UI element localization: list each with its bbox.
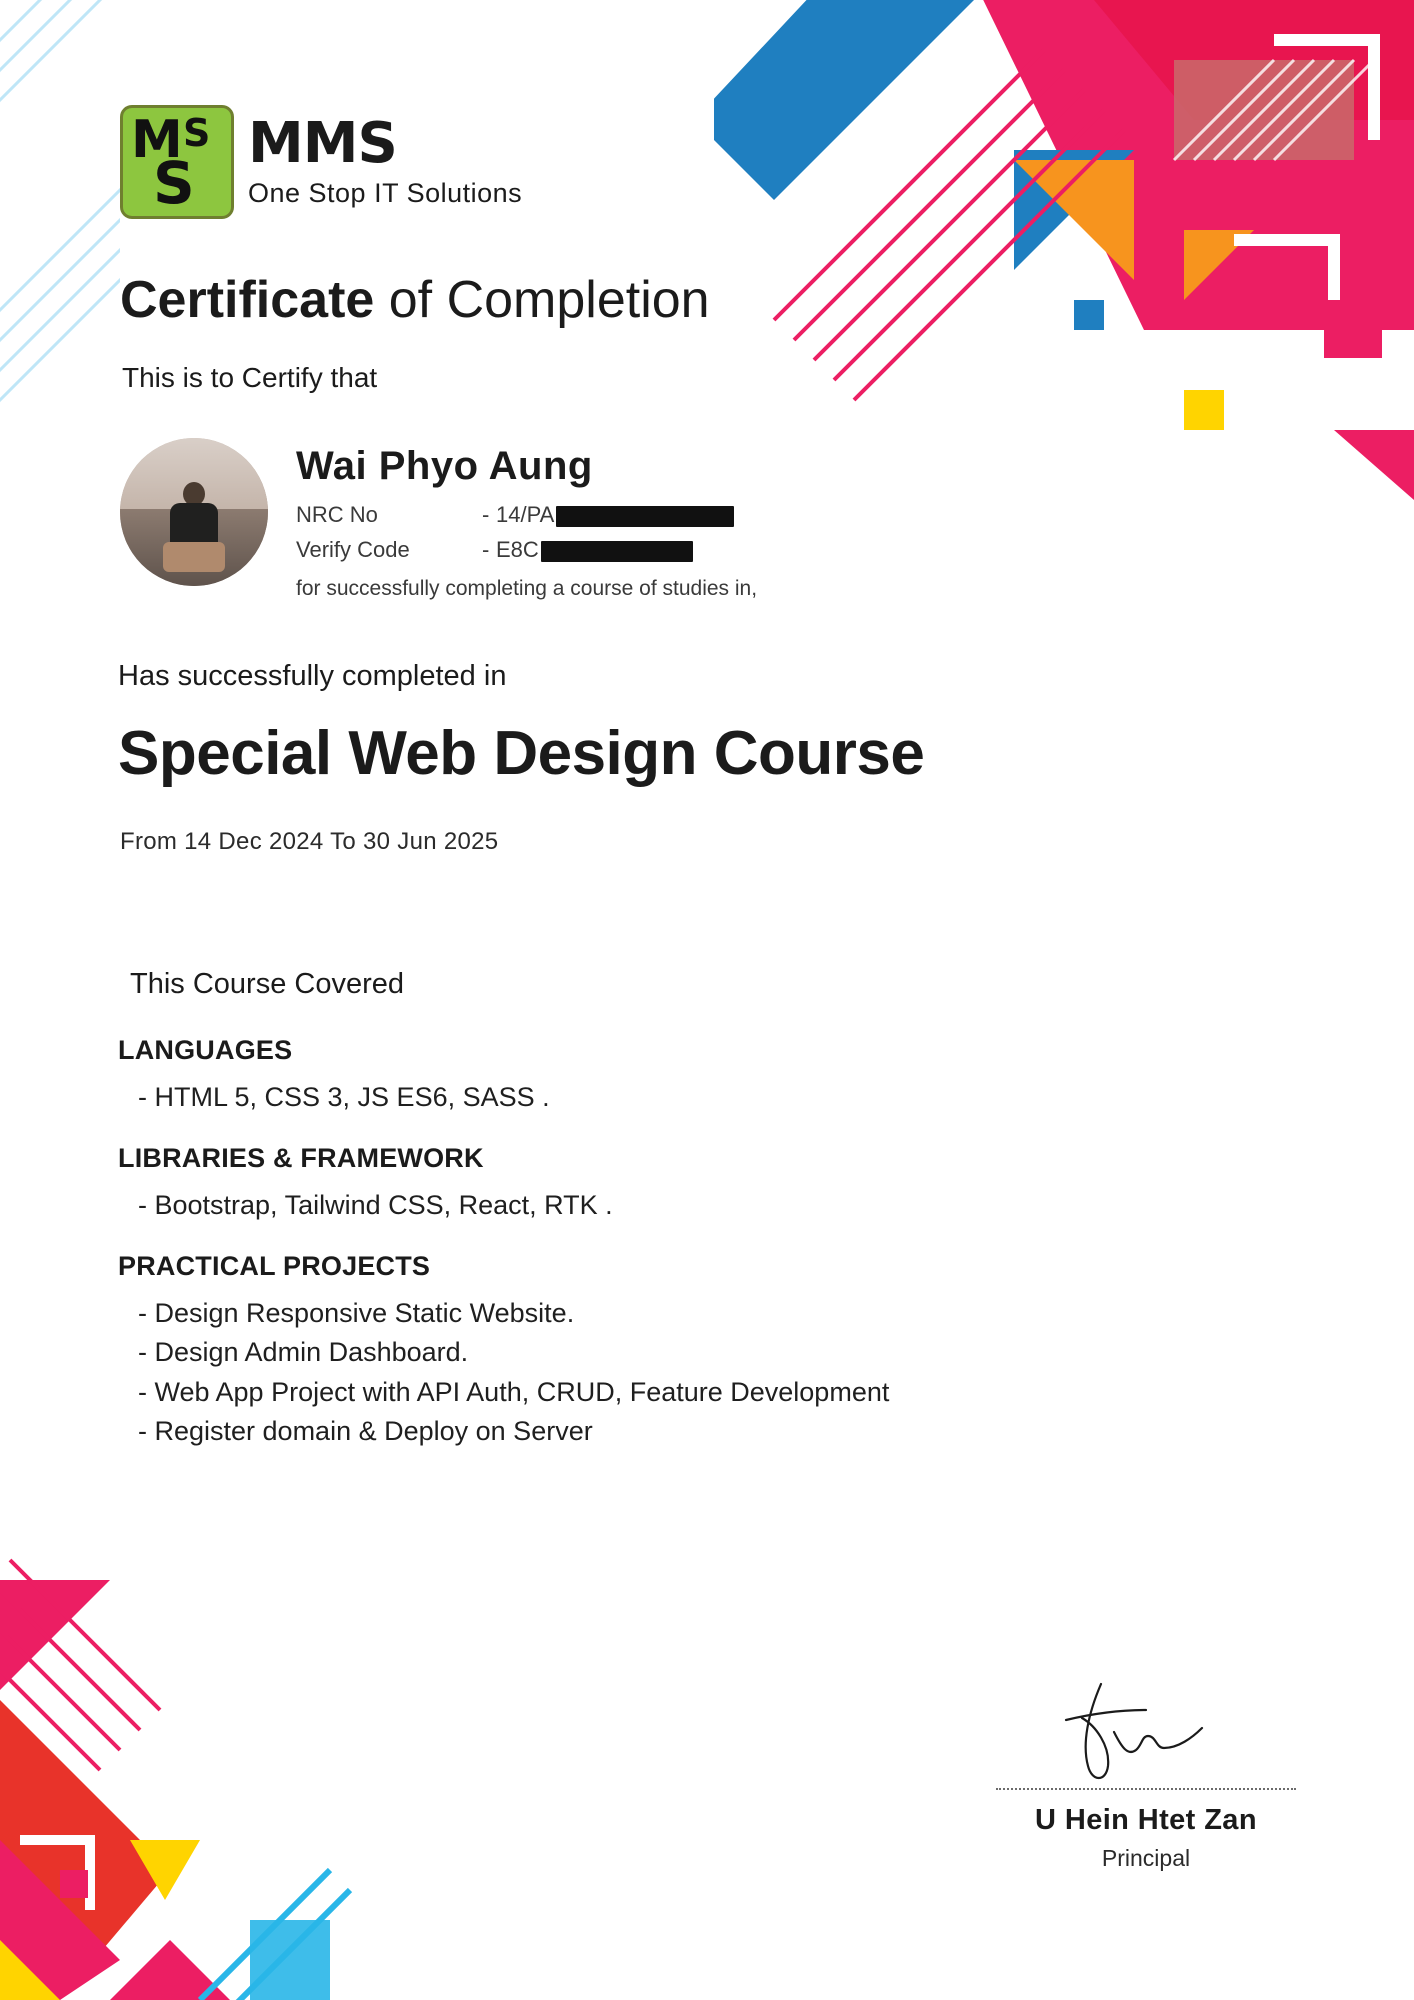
signature-block bbox=[996, 1674, 1296, 1872]
recipient-name: Wai Phyo Aung bbox=[296, 444, 593, 488]
brand-logo bbox=[120, 105, 522, 219]
page-title bbox=[120, 272, 710, 329]
section-title: LANGUAGES bbox=[118, 1035, 293, 1065]
nrc-redaction bbox=[556, 506, 734, 527]
recipient-block bbox=[120, 438, 757, 601]
section-item: - Design Responsive Static Website. bbox=[138, 1298, 575, 1329]
decoration-bottom-left bbox=[0, 1540, 470, 2000]
signatory-role: Principal bbox=[1101, 1845, 1191, 1871]
verify-code-label: Verify Code bbox=[296, 537, 410, 563]
section-libraries-framework bbox=[118, 1143, 1218, 1225]
section-item: - Bootstrap, Tailwind CSS, React, RTK . bbox=[138, 1190, 613, 1221]
section-title: LIBRARIES & FRAMEWORK bbox=[118, 1143, 484, 1174]
signature-line bbox=[996, 1788, 1296, 1790]
section-item: - Register domain & Deploy on Server bbox=[138, 1415, 593, 1446]
section-title: PRACTICAL PROJECTS bbox=[118, 1251, 431, 1282]
section-item: - HTML 5, CSS 3, JS ES6, SASS . bbox=[138, 1082, 550, 1112]
logo-letter-s-top: S bbox=[183, 111, 211, 155]
brand-name: MMS bbox=[248, 110, 397, 176]
covered-sections bbox=[118, 1035, 1218, 1477]
page-title-bold: Certificate bbox=[120, 271, 375, 329]
section-languages bbox=[118, 1035, 1218, 1117]
recipient-note: for successfully completing a course of studies in, bbox=[296, 577, 758, 601]
recipient-field-nrc bbox=[296, 497, 757, 532]
decoration-top-left bbox=[0, 0, 120, 430]
brand-tagline: One Stop IT Solutions bbox=[248, 177, 523, 208]
course-dates: From 14 Dec 2024 To 30 Jun 2025 bbox=[120, 828, 499, 855]
completed-label: Has successfully completed in bbox=[118, 660, 507, 692]
logo-letter-m: M bbox=[131, 110, 183, 170]
nrc-dash: - bbox=[482, 502, 490, 527]
section-practical-projects bbox=[118, 1251, 1218, 1451]
signature-icon bbox=[996, 1674, 1296, 1794]
section-item: - Design Admin Dashboard. bbox=[138, 1337, 469, 1368]
section-item: - Web App Project with API Auth, CRUD, Feature Development bbox=[138, 1376, 890, 1407]
page-title-light: of Completion bbox=[374, 271, 710, 329]
course-name: Special Web Design Course bbox=[118, 719, 925, 788]
logo-letter-s-bottom: S bbox=[153, 149, 195, 217]
nrc-value: 14/PA bbox=[496, 497, 734, 532]
certify-subtitle: This is to Certify that bbox=[122, 362, 378, 393]
avatar bbox=[120, 438, 268, 586]
mms-logo-icon bbox=[120, 105, 234, 219]
nrc-label: NRC No bbox=[296, 502, 378, 527]
verify-code-redaction bbox=[541, 541, 693, 562]
signatory-name: U Hein Htet Zan bbox=[1035, 1804, 1257, 1836]
decoration-top-right bbox=[714, 0, 1414, 640]
verify-code-value: E8C bbox=[496, 532, 693, 567]
verify-code-dash: - bbox=[482, 537, 490, 563]
recipient-field-verify-code bbox=[296, 532, 757, 567]
covered-heading: This Course Covered bbox=[130, 968, 404, 1000]
